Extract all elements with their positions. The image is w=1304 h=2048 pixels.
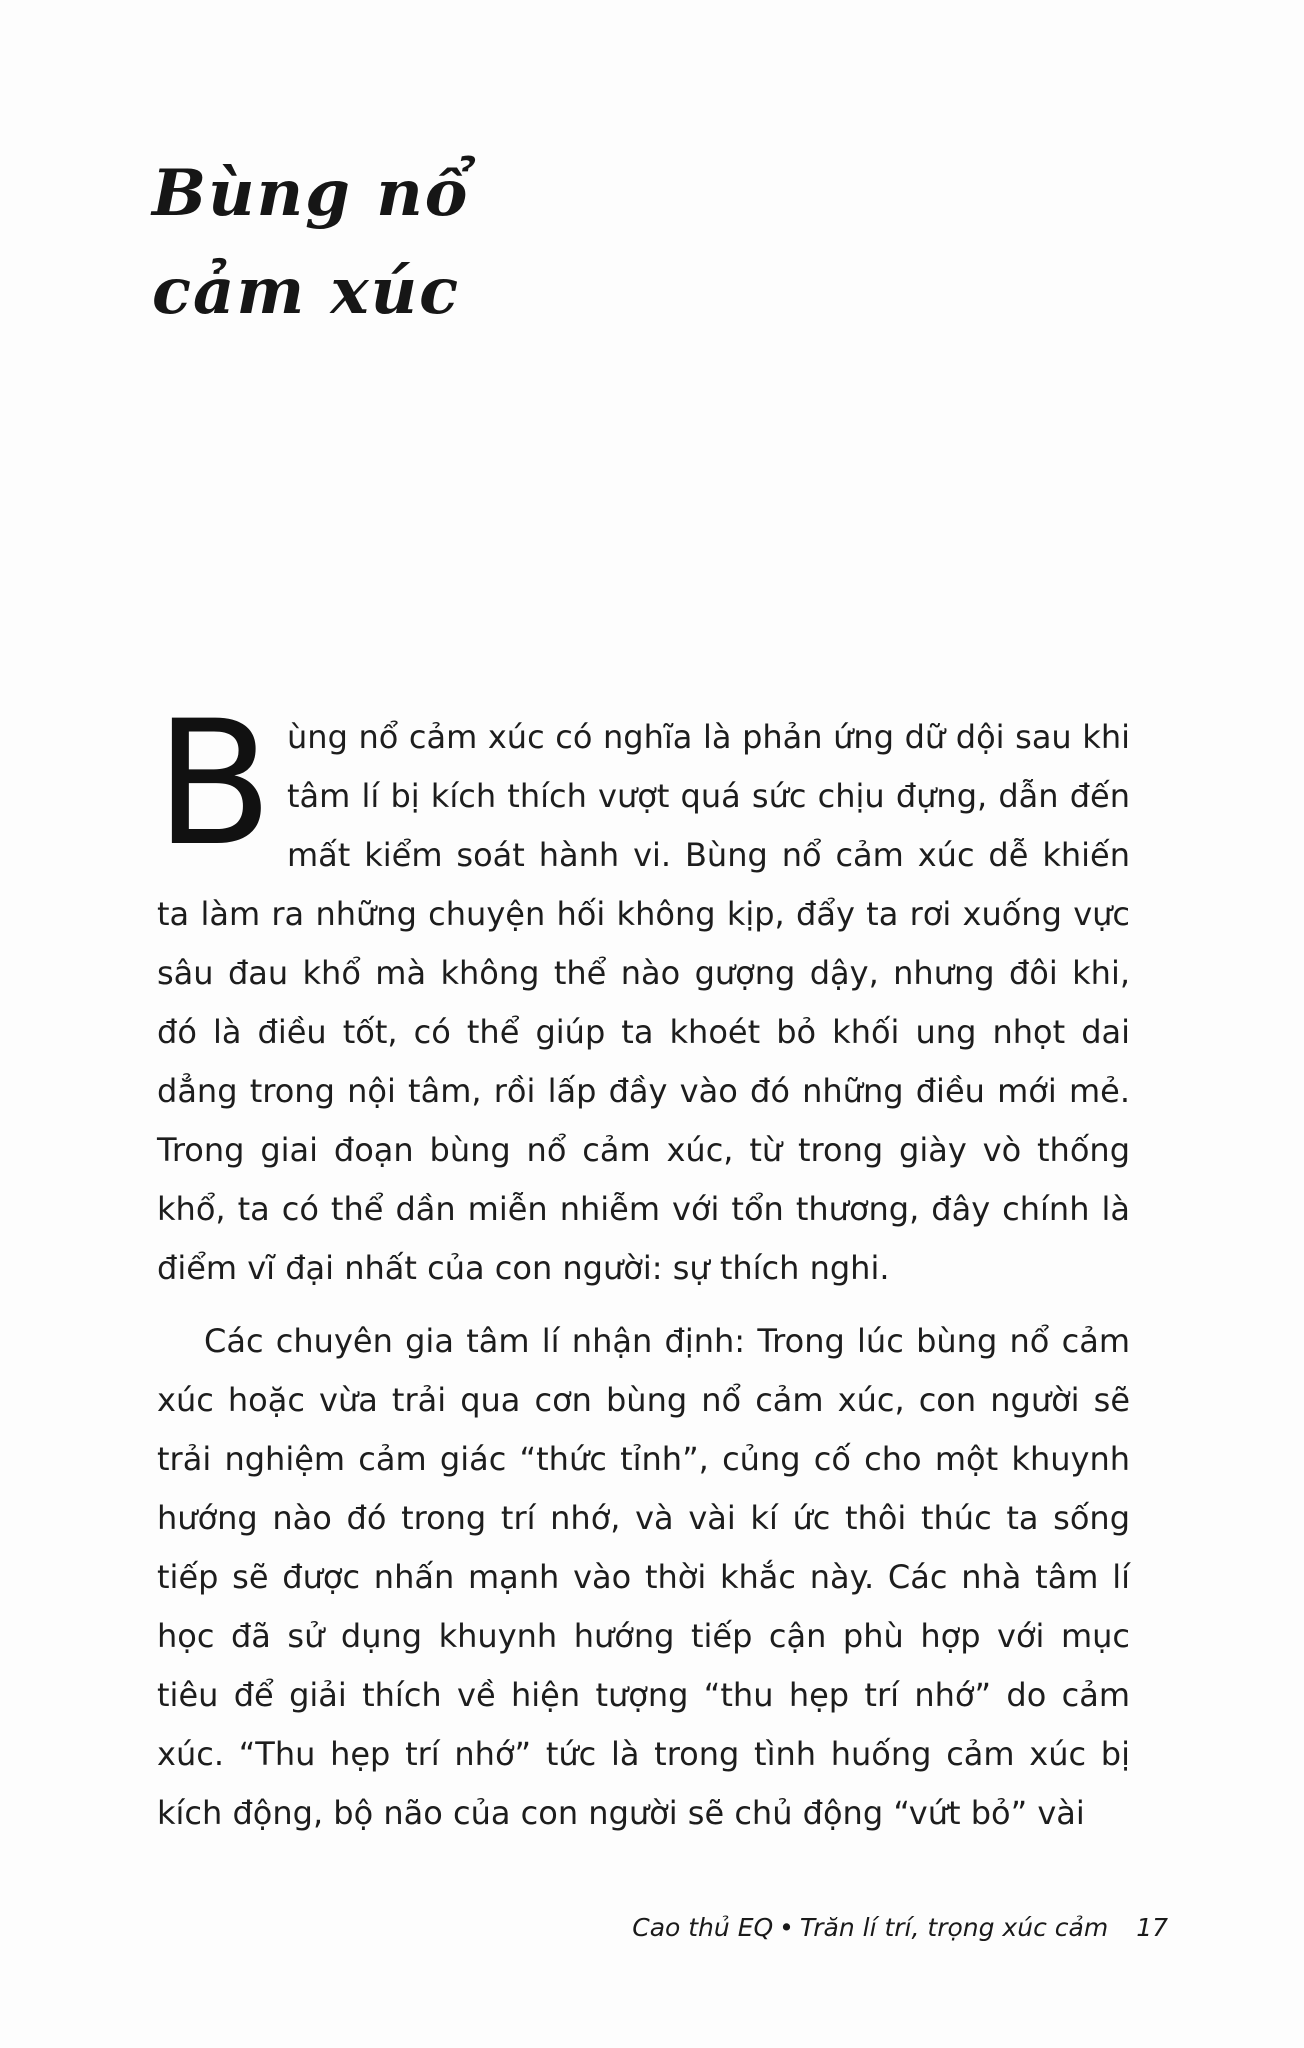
chapter-title-line-2: cảm xúc	[152, 254, 461, 329]
footer-book-title: Cao thủ EQ	[632, 1913, 774, 1942]
running-footer	[632, 1913, 1168, 1942]
page-number: 17	[1136, 1913, 1168, 1942]
paragraph-1	[155, 683, 1130, 1298]
chapter-title-line-1: Bùng nổ	[152, 156, 470, 231]
paragraph-2: Các chuyên gia tâm lí nhận định: Trong lúc bùng nổ cảm xúc hoặc vừa trải qua cơn bùng nổ cảm xúc, con người sẽ trải nghiệm cảm giác “thức tỉnh”, củng cố cho một khuynh hướng nào đó trong trí nhớ, và vài kí ức thôi thúc ta sống tiếp sẽ được nhấn mạnh vào thời khắc này. Các nhà tâm lí học đã sử dụng khuynh hướng tiếp cận phù hợp với mục tiêu để giải thích về hiện tượng “thu hẹp trí nhớ” do cảm xúc. “Thu hẹp trí nhớ” tức là trong tình huống cảm xúc bị kích động, bộ não của con người sẽ chủ động “vứt bỏ” vài	[157, 1322, 1130, 1832]
chapter-title	[152, 145, 752, 341]
footer-separator: •	[779, 1913, 794, 1942]
drop-cap: B	[155, 683, 273, 884]
footer-subtitle: Trăn lí trí, trọng xúc cảm	[799, 1913, 1109, 1942]
paragraph-1-text: ùng nổ cảm xúc có nghĩa là phản ứng dữ dội sau khi tâm lí bị kích thích vượt quá sức chịu đựng, dẫn đến mất kiểm soát hành vi. Bùng nổ cảm xúc dễ khiến ta làm ra những chuyện hối không kịp, đẩy ta rơi xuống vực sâu đau khổ mà không thể nào gượng dậy, nhưng đôi khi, đó là điều tốt, có thể giúp ta khoét bỏ khối ung nhọt dai dẳng trong nội tâm, rồi lấp đầy vào đó những điều mới mẻ. Trong giai đoạn bùng nổ cảm xúc, từ trong giày vò thống khổ, ta có thể dần miễn nhiễm với tổn thương, đây chính là điểm vĩ đại nhất của con người: sự thích nghi.	[157, 718, 1130, 1287]
